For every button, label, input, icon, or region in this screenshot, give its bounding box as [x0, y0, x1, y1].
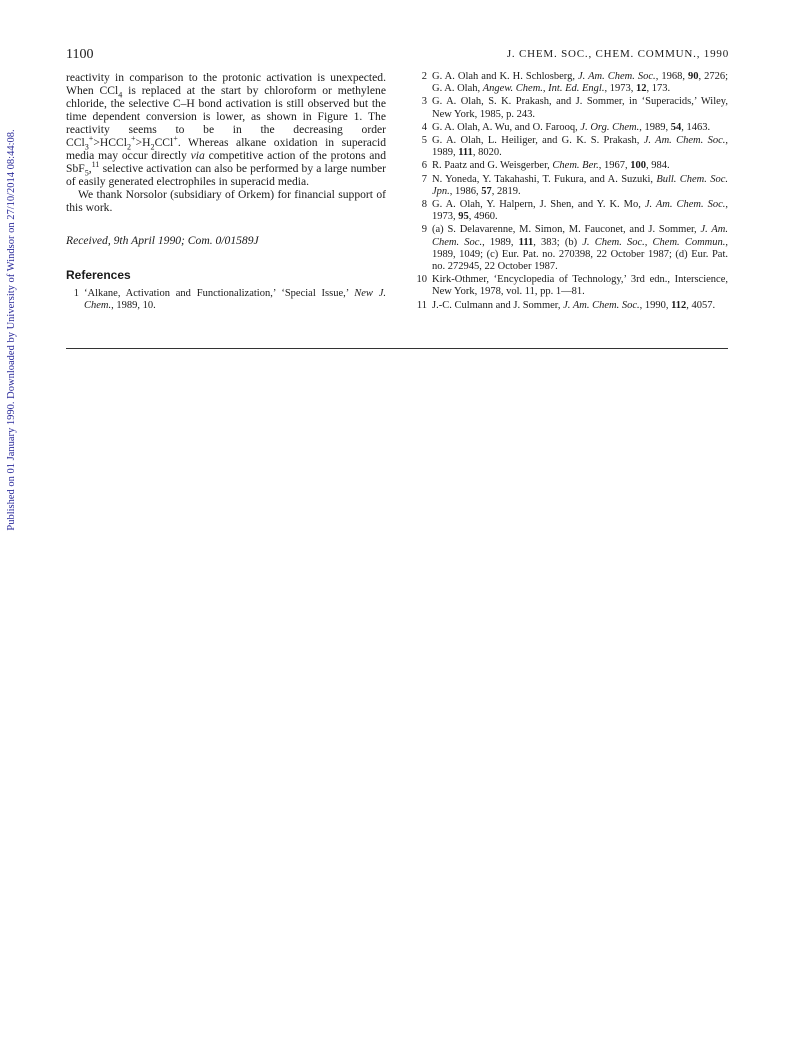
- download-watermark: [2, 0, 18, 660]
- reference-item: 5 G. A. Olah, L. Heiliger, and G. K. S. Prakash, J. Am. Chem. Soc., 1989, 111, 8020.: [421, 135, 728, 159]
- reference-item: 1 ‘Alkane, Activation and Functionalization,’ ‘Special Issue,’ New J. Chem., 1989, 10.: [73, 288, 387, 312]
- section-divider: [66, 348, 728, 349]
- download-watermark-text: Published on 01 January 1990. Downloaded by University of Windsor on 27/10/2014 08:44:08.: [6, 129, 17, 531]
- reference-item: 7 N. Yoneda, Y. Takahashi, T. Fukura, and A. Suzuki, Bull. Chem. Soc. Jpn., 1986, 57, 2819.: [421, 173, 728, 197]
- page-number: 1100: [66, 47, 94, 62]
- reference-item: 10 Kirk-Othmer, ‘Encyclopedia of Technology,’ 3rd edn., Interscience, New York, 1978, vol. 11, pp. 1—81.: [416, 274, 728, 298]
- reference-item: 2 G. A. Olah and K. H. Schlosberg, J. Am. Chem. Soc., 1968, 90, 2726; G. A. Olah, Angew. Chem., Int. Ed. Engl., 1973, 12, 173.: [421, 71, 729, 95]
- references-heading: References: [66, 268, 131, 282]
- reference-item: 8 G. A. Olah, Y. Halpern, J. Shen, and Y. K. Mo, J. Am. Chem. Soc., 1973, 95, 4960.: [421, 199, 728, 223]
- right-column: [414, 71, 728, 313]
- reference-item: 3 G. A. Olah, S. K. Prakash, and J. Sommer, in ‘Superacids,’ Wiley, New York, 1985, p. 243.: [421, 96, 728, 120]
- left-column: [66, 71, 386, 313]
- reference-item: 6 R. Paatz and G. Weisgerber, Chem. Ber., 1967, 100, 984.: [421, 160, 670, 172]
- reference-item: 11 J.-C. Culmann and J. Sommer, J. Am. Chem. Soc., 1990, 112, 4057.: [416, 299, 716, 311]
- reference-item: 4 G. A. Olah, A. Wu, and O. Farooq, J. Org. Chem., 1989, 54, 1463.: [421, 121, 711, 133]
- body-paragraph: reactivity in comparison to the protonic activation is unexpected. When CCl$_4$ is replaced at the start by chloroform or methylene chloride, the selective C–H bond activation is still observed but the time dependent conversion is lower, as shown in Figure 1. The reactivity seems to be in the decreasing order $CCl_3^+>HCCl_2^+>H_2CCl^+$. Whereas alkane oxidation in superacid media may occur directly via competitive action of the protons and SbF$_5$,$^{11}$ selective activation can also be performed by a large number of easily generated electrophiles in superacid media.: [66, 71, 386, 188]
- reference-item: 9 (a) S. Delavarenne, M. Simon, M. Fauconet, and J. Sommer, J. Am. Chem. Soc., 1989, 111, 383; (b) J. Chem. Soc., Chem. Commun., 1989, 1049; (c) Eur. Pat. no. 270398, 22 October 1987; (d) Eur. Pat. no. 272945, 22 October 1987.: [421, 224, 729, 273]
- running-head: J. CHEM. SOC., CHEM. COMMUN., 1990: [506, 48, 729, 60]
- received-date: Received, 9th April 1990; Com. 0/01589J: [66, 234, 259, 247]
- acknowledgement-paragraph: We thank Norsolor (subsidiary of Orkem) for financial support of this work.: [66, 188, 386, 214]
